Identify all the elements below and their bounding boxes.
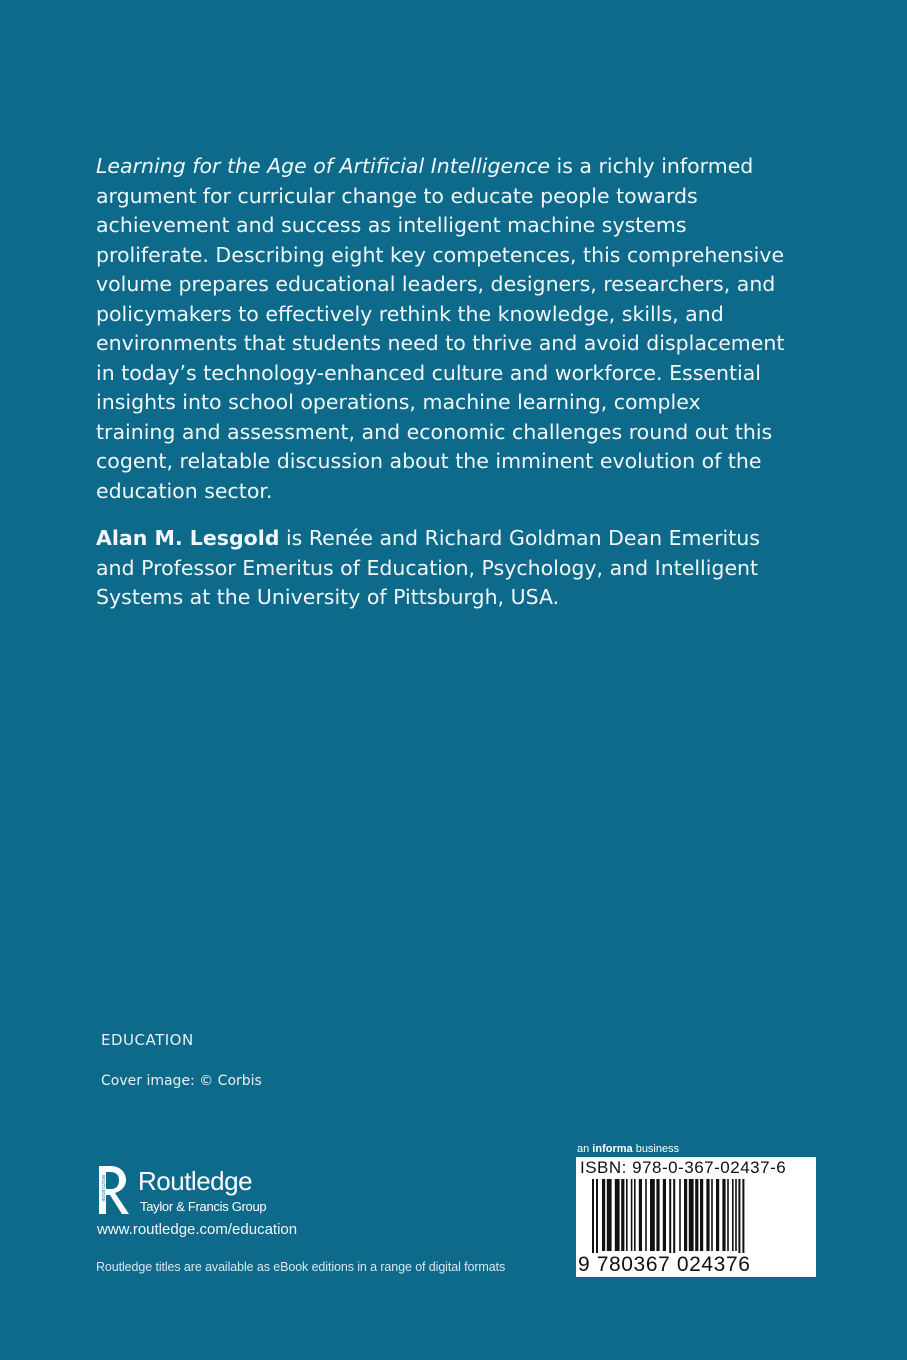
- barcode-bar: [656, 1179, 659, 1251]
- routledge-logo: [96, 1162, 296, 1218]
- barcode-bar: [602, 1179, 605, 1251]
- barcode-bar: [650, 1179, 655, 1251]
- barcode-bar: [735, 1179, 737, 1251]
- barcode-bar: [679, 1179, 681, 1251]
- publisher-name: Routledge: [138, 1166, 253, 1196]
- barcode-bar: [631, 1179, 633, 1251]
- isbn-label: ISBN: 978-0-367-02437-6: [580, 1158, 787, 1177]
- author-bio-text: is Renée and Richard Goldman Dean Emeritus and Professor Emeritus of Education, Psychology, and Intelligent Systems at the University of Pittsburgh, USA.: [96, 526, 760, 609]
- routledge-logo-icon: [96, 1162, 132, 1218]
- barcode-bar: [716, 1179, 719, 1251]
- isbn-barcode: [576, 1157, 816, 1277]
- barcode-guard-bar: [738, 1179, 740, 1263]
- author-name: Alan M. Lesgold: [96, 526, 280, 550]
- barcode-guard-bar: [673, 1179, 675, 1263]
- informa-suffix: business: [632, 1143, 680, 1155]
- publisher-group: Taylor & Francis Group: [140, 1199, 267, 1214]
- ebook-note: Routledge titles are available as eBook editions in a range of digital formats: [96, 1260, 506, 1274]
- author-bio: [96, 524, 786, 613]
- barcode-guard-bar: [669, 1179, 671, 1263]
- barcode-bar: [711, 1179, 713, 1251]
- barcode-bar: [700, 1179, 703, 1251]
- informa-business-label: [577, 1143, 679, 1155]
- barcode-bar: [645, 1179, 647, 1251]
- barcode-bar: [626, 1179, 628, 1251]
- subject-category: EDUCATION: [101, 1031, 194, 1049]
- barcode-bar: [689, 1179, 694, 1251]
- barcode-bar: [706, 1179, 709, 1251]
- barcode-guard-bar: [742, 1179, 744, 1263]
- barcode-bar: [663, 1179, 666, 1251]
- barcode-bar: [639, 1179, 642, 1251]
- publisher-website: www.routledge.com/education: [97, 1221, 298, 1238]
- book-description: [96, 152, 786, 506]
- barcode-bar: [607, 1179, 612, 1251]
- barcode-bar: [695, 1179, 698, 1251]
- barcode-bar: [621, 1179, 624, 1251]
- barcode-bar: [727, 1179, 729, 1251]
- book-title: Learning for the Age of Artificial Intelligence: [96, 154, 550, 178]
- informa-prefix: an: [577, 1143, 593, 1155]
- barcode-bar: [684, 1179, 687, 1251]
- barcode-bar: [634, 1179, 636, 1251]
- barcode-bar: [615, 1179, 620, 1251]
- description-text: is a richly informed argument for curricular change to educate people towards achievement and success as intelligent machine systems proliferate. Describing eight key competences, this comprehensive volume prepares educational leaders, designers, researchers, and policymakers to effectively rethink the knowledge, skills, and environments that students need to thrive and avoid displacement in today’s technology-enhanced culture and workforce. Essential insights into school operations, machine learning, complex training and assessment, and economic challenges round out this cogent, relatable discussion about the imminent evolution of the education sector.: [96, 154, 785, 503]
- barcode-digits: 9 780367 024376: [578, 1253, 814, 1277]
- informa-brand: informa: [592, 1143, 633, 1155]
- barcode-guard-bar: [596, 1179, 598, 1263]
- barcode-bar: [722, 1179, 725, 1251]
- cover-image-credit: Cover image: © Corbis: [101, 1073, 262, 1089]
- barcode-bar: [732, 1179, 734, 1251]
- barcode-guard-bar: [592, 1179, 594, 1263]
- logo-mark-text: ROUTLEDGE: [101, 1175, 107, 1202]
